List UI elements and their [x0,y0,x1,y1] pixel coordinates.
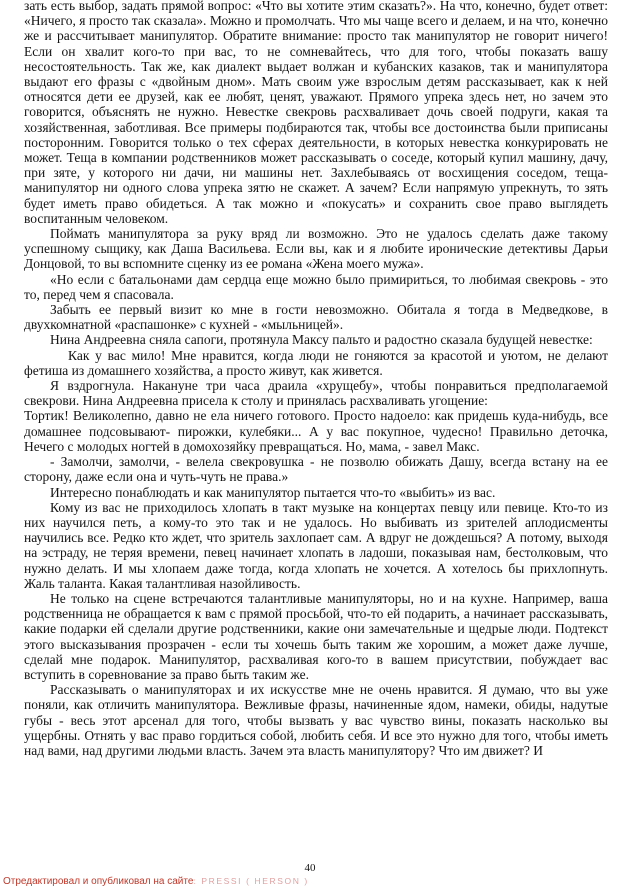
page-text [24,0,608,758]
paragraph-5: Нина Андреевна сняла сапоги, протянула Максу пальто и радостно сказала будущей невестке: [50,332,593,348]
paragraph-8: Тортик! Великолепно, давно не ела ничего готового. Просто надоело: как придешь куда-нибудь, все домашнее подсовывают- пирожки, кулебяки... А у вас покупное, чудесно! Правильно деточка, Нечего с молодых ногтей в домохозяйку превращаться. Но, мама, - завел Макс. [24,408,608,454]
paragraph-11: Кому из вас не приходилось хлопать в такт музыке на концертах певцу или певице. Кто-то из них научился петь, а кому-то это так и не удалось. Но выбивать из зрителей аплодисменты научились все. Редко кто ждет, что зритель захлопает сам. А вдруг не дождешься? А потому, выходя на эстраду, не теряя времени, певец начинает хлопать в ладоши, показывая нам, бестолковым, что нужно делать. И мы хлопаем даже тогда, когда хлопать не хочется. А хотелось бы прихлопнуть. Жаль таланта. Какая талантливая назойливость. [24,499,608,591]
paragraph-10: Интересно понаблюдать и как манипулятор пытается что-то «выбить» из вас. [50,484,496,500]
paragraph-12: Не только на сцене встречаются талантливые манипуляторы, но и на кухне. Например, ваша родственница не обращается к вам с прямой просьбой, что-то ей подарить, а начинает рассказывать, какие подарки ей сделали другие родственники, какие они замечательные и щедрые люди. Подтекст этого высказывания прозрачен - если ты хочешь быть таким же хорошим, а может даже лучше, сделай мне подарок. Манипулятор, расхваливая кого-то в вашем присутствии, побуждает вас вступить в соревнование за право быть таким же. [24,590,608,682]
paragraph-1: зать есть выбор, задать прямой вопрос: «Что вы хотите этим сказать?». На что, конечно, будет ответ: «Ничего, я просто так сказала». Можно и промолчать. Что мы чаще всего и делаем, и на что, конечно же и рассчитывает манипулятор. Обратите внимание: просто так манипулятор не говорит ничего! Если он хвалит кого-то при вас, то не сомневайтесь, что для того, чтобы показать вашу несостоятельность. Так же, как диалект выдает волжан и кубанских казаков, так и манипулятора выдают его фразы с «двойным дном». Мать своим уже взрослым детям рассказывает, как к ней относятся дети ее друзей, как ее любят, ценят, уважают. Прямого упрека здесь нет, но зачем это говорится, объяснять не нужно. Невестке свекровь расхваливает дочь своей подруги, какая та хозяйственная, заботливая. Все примеры подбираются так, чтобы все достоинства были приписаны посторонним. Говорится только о тех сферах деятельности, в которых невестка конкурировать не может. Теща в компании родственников может рассказывать о соседе, который купил машину, дачу, при зяте, у которого ни дачи, ни машины нет. Захлебываясь от восхищения соседом, теща-манипулятор ни одного слова упрека зятю не скажет. А зачем? Если напрямую упрекнуть, то зять будет иметь право обидеться. А так можно и «покусать» и сохранить свое право выглядеть воспитанным человеком. [24,0,608,226]
paragraph-6: Как у вас мило! Мне нравится, когда люди не гоняются за красотой и уютом, не делают фетиша из домашнего хозяйства, а просто живут, как живется. [24,347,608,378]
paragraph-7: Я вздрогнула. Накануне три часа драила «хрущебу», чтобы понравиться предполагаемой свекрови. Нина Андреевна присела к столу и принялась расхваливать угощение: [24,378,608,409]
paragraph-4: Забыть ее первый визит ко мне в гости невозможно. Обитала я тогда в Медведкове, в двухкомнатной «распашонке» с кухней - «мыльницей». [24,302,608,333]
paragraph-2: Поймать манипулятора за руку вряд ли возможно. Это не удалось сделать даже такому успешному сыщику, как Даша Васильева. Если вы, как и я любите иронические детективы Дарьи Донцовой, то вы вспомните сценку из ее романа «Жена моего мужа». [24,226,608,272]
paragraph-3-quote: «Но если с батальонами дам сердца еще можно было примириться, то любимая свекровь - это то, перед чем я спасовала. [24,271,608,302]
footer-site-link[interactable]: : PRESSI ( HERSON ) [193,876,309,886]
footer-credit [3,876,309,887]
page-number: 40 [304,862,316,874]
paragraph-13: Рассказывать о манипуляторах и их искусстве мне не очень нравится. Я думаю, что вы уже поняли, как отличить манипулятора. Вежливые фразы, начиненные ядом, намеки, обиды, надутые губы - весь этот арсенал для того, чтобы вызвать у вас чувство вины, показать насколько вы ущербны. Отнять у вас право гордиться собой, любить себя. И все это нужно для того, чтобы иметь над вами, над другими людьми власть. Зачем эта власть манипулятору? Что им движет? И [24,682,608,758]
paragraph-9: - Замолчи, замолчи, - велела свекровушка - не позволю обижать Дашу, всегда встану на ее сторону, даже если она и чуть-чуть не права.» [24,454,608,485]
footer-label: Отредактировал и опубликовал на сайте [3,876,194,887]
